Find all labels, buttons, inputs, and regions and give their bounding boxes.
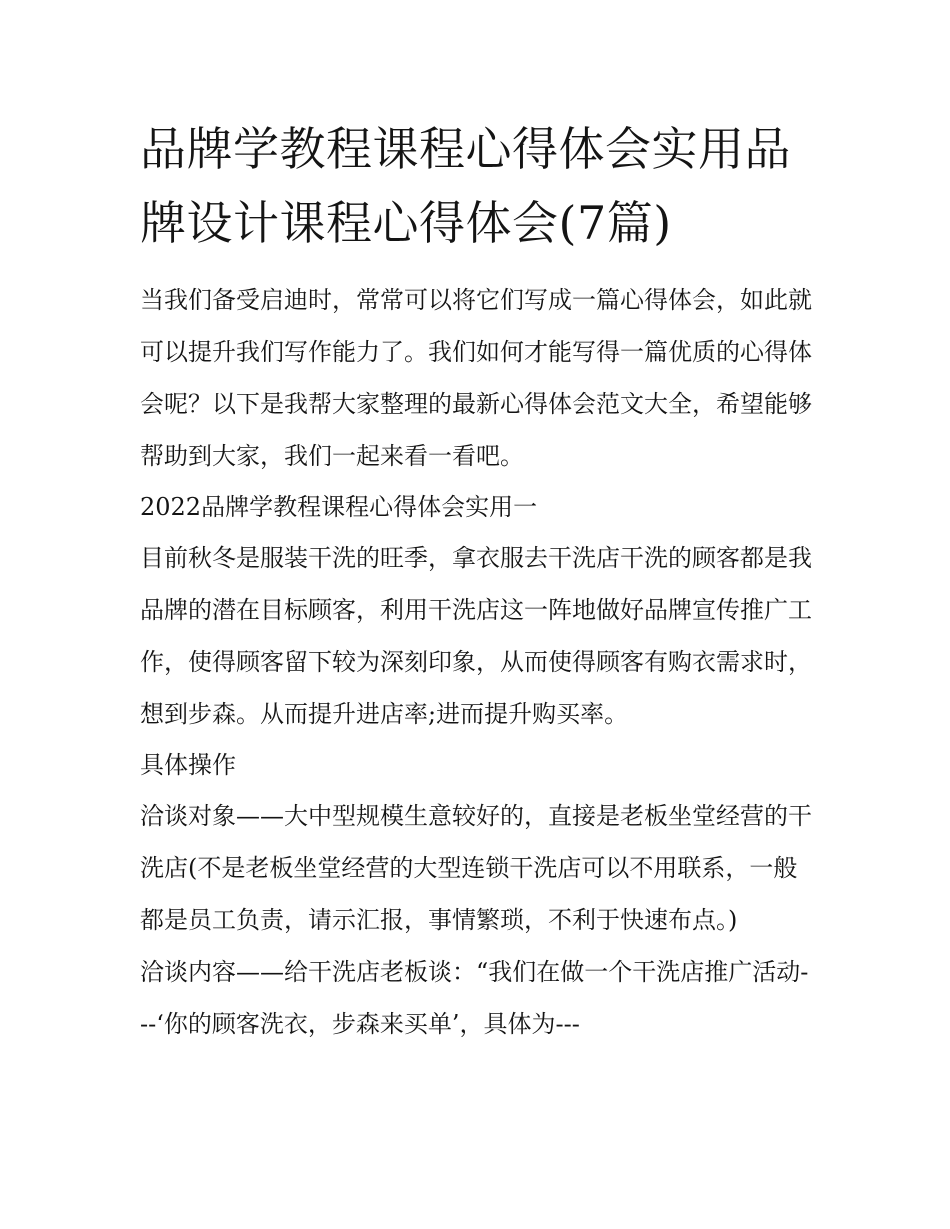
document-title: 品牌学教程课程心得体会实用品牌设计课程心得体会(7篇) (140, 122, 791, 250)
section-heading: 2022品牌学教程课程心得体会实用一 (140, 493, 538, 521)
body-paragraph: 目前秋冬是服装干洗的旺季，拿衣服去干洗店干洗的顾客都是我品牌的潜在目标顾客，利用干洗店这一阵地做好品牌宣传推广工作，使得顾客留下较为深刻印象，从而使得顾客有购衣需求时，想到步森。从而提升进店率;进而提升购买率。 (140, 544, 812, 728)
document-page (140, 112, 812, 1050)
body-paragraph: 洽谈内容——给干洗店老板谈：“我们在做一个干洗店推广活动---‘你的顾客洗衣，步森来买单’，具体为--- (140, 958, 809, 1038)
subheading: 具体操作 (140, 751, 236, 779)
body-paragraph: 洽谈对象——大中型规模生意较好的，直接是老板坐堂经营的干洗店(不是老板坐堂经营的大型连锁干洗店可以不用联系，一般都是员工负责，请示汇报，事情繁琐，不利于快速布点。) (140, 802, 812, 934)
intro-paragraph: 当我们备受启迪时，常常可以将它们写成一篇心得体会，如此就可以提升我们写作能力了。我们如何才能写得一篇优质的心得体会呢？以下是我帮大家整理的最新心得体会范文大全，希望能够帮助到大家，我们一起来看一看吧。 (140, 286, 812, 470)
